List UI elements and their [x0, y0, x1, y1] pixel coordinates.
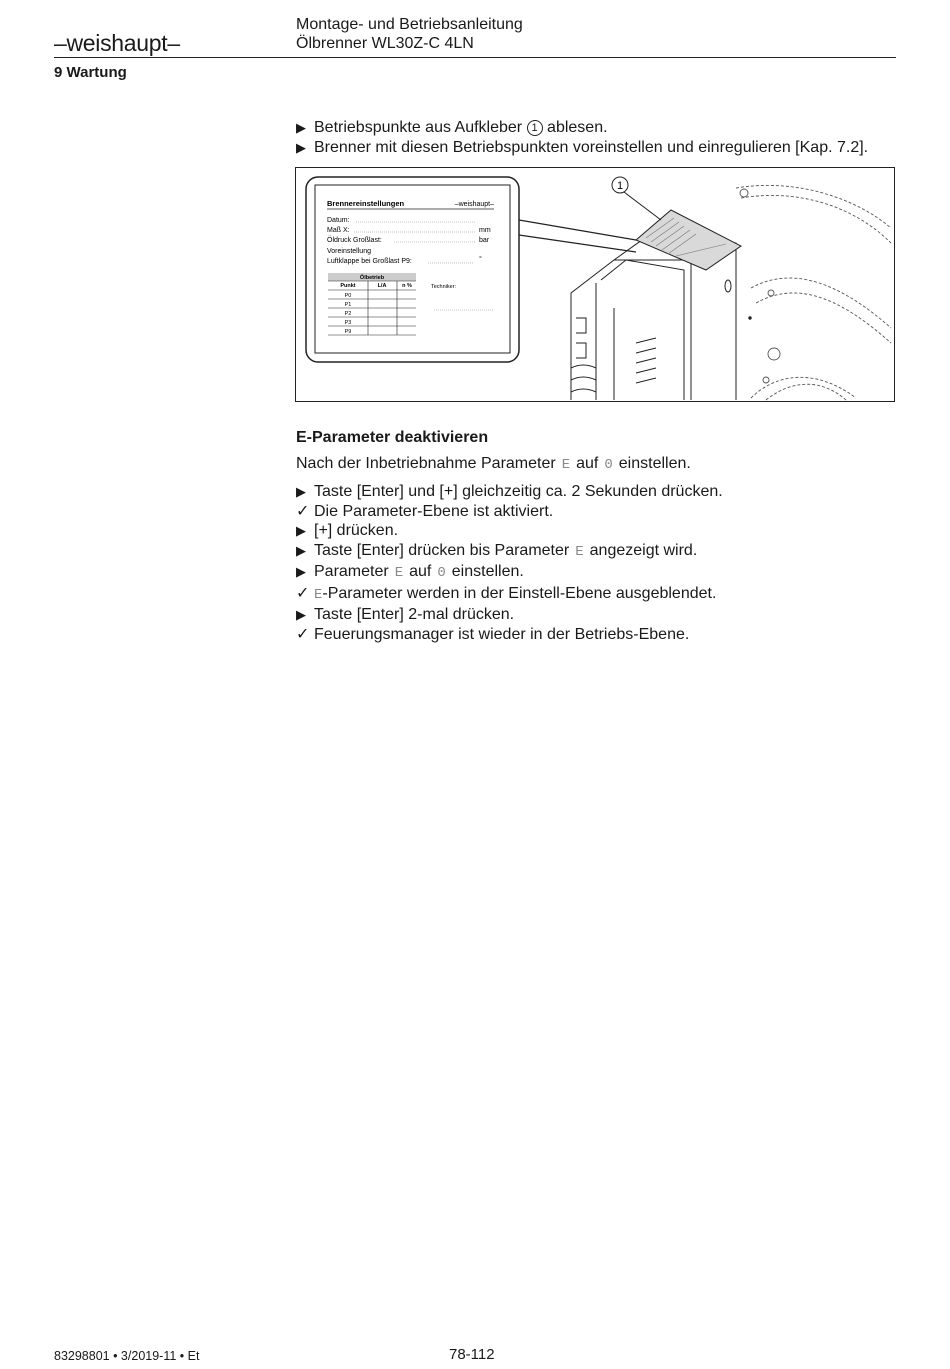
e-parameter-intro: Nach der Inbetriebnahme Parameter E auf 0 einstellen. [296, 455, 691, 473]
result-e-parameters-hidden: ✓ E-Parameter werden in der Einstell-Ebene ausgeblendet. [296, 584, 717, 603]
footer-page-number: 78-112 [449, 1346, 495, 1363]
checkmark-icon: ✓ [296, 584, 310, 602]
callout-1-icon: 1 [527, 120, 543, 136]
brand-logo: –weishaupt– [54, 30, 180, 56]
label-col-la: L/A [377, 283, 387, 289]
e-parameter-heading: E-Parameter deaktivieren [296, 429, 489, 446]
label-col-punkt: Punkt [340, 283, 356, 289]
step-press-enter-until-e: ▶ Taste [Enter] drücken bis Parameter E angezeigt wird. [296, 541, 698, 560]
label-row-p2: P2 [344, 311, 352, 317]
label-row-p0: P0 [344, 293, 352, 299]
arrow-bullet-icon: ▶ [296, 139, 306, 155]
checkmark-icon: ✓ [296, 502, 310, 520]
header-divider [54, 57, 896, 58]
param-code-0: 0 [604, 457, 613, 473]
arrow-bullet-icon: ▶ [296, 564, 306, 579]
result-parameter-level-active: ✓ Die Parameter-Ebene ist aktiviert. [296, 502, 554, 520]
param-code-e: E [314, 586, 323, 603]
document-title-line-1: Montage- und Betriebsanleitung [296, 16, 523, 33]
label-techniker: Techniker: [431, 284, 457, 290]
param-code-e: E [394, 565, 404, 581]
label-mass-x: Maß X: [327, 227, 350, 234]
label-luftklappe: Luftklappe bei Großlast P9: [327, 258, 412, 265]
param-code-0: 0 [437, 565, 446, 581]
param-code-e: E [575, 543, 584, 560]
arrow-bullet-icon: ▶ [296, 120, 306, 135]
label-luftklappe-unit: ° [479, 256, 482, 263]
label-voreinstellung: Voreinstellung [327, 248, 371, 255]
label-title: Brennereinstellungen [327, 199, 405, 208]
footer-doc-number: 83298801 • 3/2019-11 • Et [54, 1349, 200, 1363]
label-row-p9: P9 [344, 329, 352, 335]
arrow-bullet-icon: ▶ [296, 484, 306, 499]
label-row-p3: P3 [344, 320, 352, 326]
figure-drawing [296, 168, 895, 402]
label-brand: –weishaupt– [454, 201, 494, 208]
label-table-title: Ölbetrieb [359, 275, 385, 281]
figure-callout-1: 1 [616, 180, 624, 192]
param-code-e: E [561, 457, 571, 473]
document-title [296, 15, 523, 53]
arrow-bullet-icon: ▶ [296, 607, 306, 622]
step-press-enter-twice: ▶ Taste [Enter] 2-mal drücken. [296, 606, 515, 623]
top-steps-list [296, 118, 868, 157]
step-press-plus: ▶ [+] drücken. [296, 522, 399, 539]
checkmark-icon: ✓ [296, 625, 310, 643]
result-operating-level: ✓ Feuerungsmanager ist wieder in der Betriebs-Ebene. [296, 625, 690, 643]
e-parameter-steps-list [296, 482, 723, 644]
label-datum: Datum: [327, 217, 350, 224]
step-press-enter-plus: ▶ Taste [Enter] und [+] gleichzeitig ca. 2 Sekunden drücken. [296, 483, 723, 500]
label-oeldruck: Öldruck Großlast: [327, 237, 382, 244]
document-title-line-2: Ölbrenner WL30Z-C 4LN [296, 35, 474, 52]
step-read-label: ▶ Betriebspunkte aus Aufkleber 1 ablesen. [296, 119, 608, 136]
label-oeldruck-unit: bar [479, 237, 490, 244]
label-row-p1: P1 [344, 302, 352, 308]
arrow-bullet-icon: ▶ [296, 542, 306, 558]
brand-name: weishaupt [66, 30, 168, 56]
arrow-bullet-icon: ▶ [296, 523, 306, 538]
step-preset-burner: ▶ Brenner mit diesen Betriebspunkten voreinstellen und einregulieren [Kap. 7.2]. [296, 138, 869, 156]
burner-settings-figure [295, 167, 895, 402]
section-title: 9 Wartung [54, 64, 127, 81]
label-col-n: n % [402, 283, 412, 289]
label-mass-unit: mm [479, 227, 491, 234]
step-set-e-to-0: ▶ Parameter E auf 0 einstellen. [296, 563, 524, 581]
